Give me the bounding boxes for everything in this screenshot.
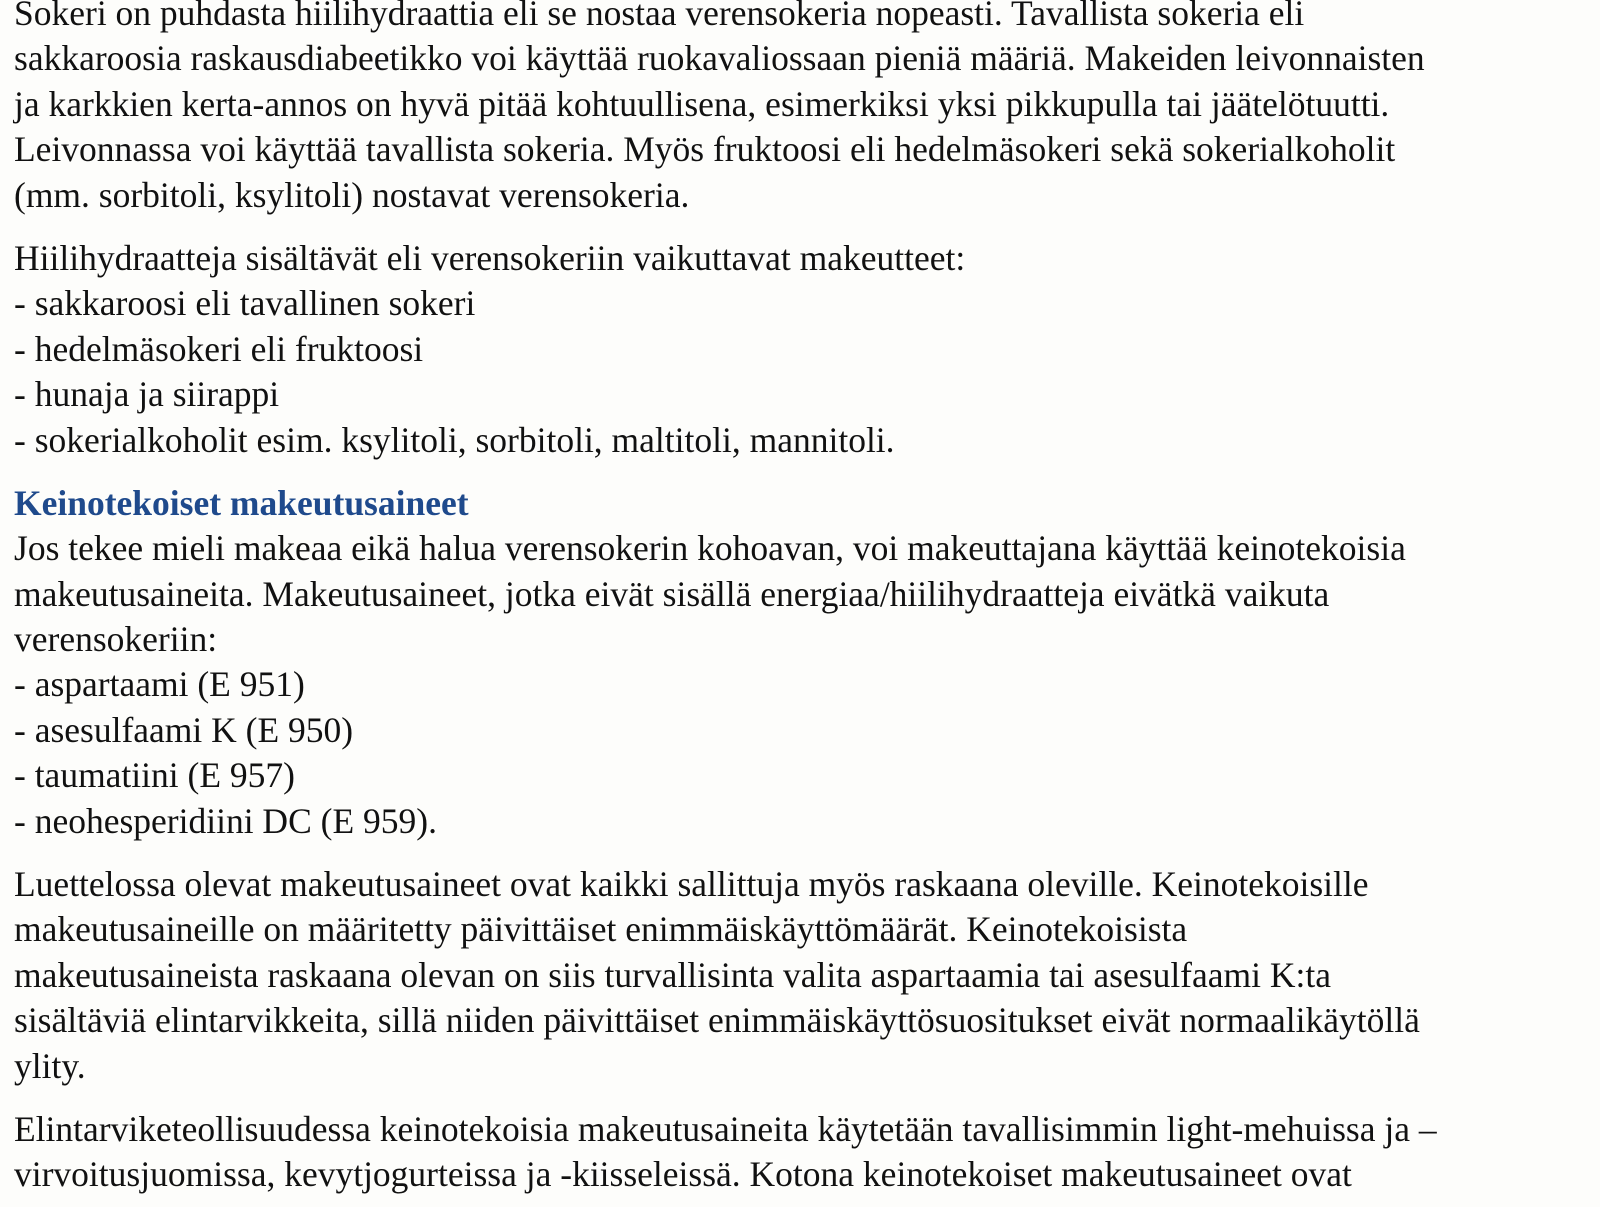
allowed-line: makeutusaineista raskaana olevan on siis turvallisinta valita aspartaamia tai asesulfaami K:ta [14,954,1331,995]
list-item: - neohesperidiini DC (E 959). [14,800,437,841]
artificial-sweeteners-section [14,481,1600,844]
list-item: - hedelmäsokeri eli fruktoosi [14,328,424,369]
allowed-line: makeutusaineille on määritetty päivittäiset enimmäiskäyttömäärät. Keinotekoisista [14,909,1188,950]
paragraph-gap [14,218,1600,236]
paragraph-gap [14,1089,1600,1107]
paragraph-gap [14,463,1600,481]
list-item: - asesulfaami K (E 950) [14,709,354,750]
industry-line: Elintarviketeollisuudessa keinotekoisia makeutusaineita käytetään tavallisimmin light-mehuissa ja – [14,1108,1437,1149]
paragraph-gap [14,844,1600,862]
intro-line: (mm. sorbitoli, ksylitoli) nostavat verensokeria. [14,174,690,215]
intro-line: Leivonnassa voi käyttää tavallista sokeria. Myös fruktoosi eli hedelmäsokeri sekä sokerialkoholit [14,129,1396,170]
carb-sweeteners-lead: Hiilihydraatteja sisältävät eli verensokeriin vaikuttavat makeutteet: [14,237,966,278]
list-item: - sokerialkoholit esim. ksylitoli, sorbitoli, maltitoli, mannitoli. [14,419,895,460]
industry-paragraph [14,1107,1600,1198]
allowed-line: sisältäviä elintarvikkeita, sillä niiden päivittäiset enimmäiskäyttösuositukset eivät normaalikäytöllä [14,1000,1420,1041]
carb-sweeteners-paragraph [14,236,1600,463]
intro-paragraph [14,0,1600,218]
list-item: - hunaja ja siirappi [14,374,280,415]
intro-line: Sokeri on puhdasta hiilihydraattia eli se nostaa verensokeria nopeasti. Tavallista sokeria eli [14,0,1305,33]
artificial-line: Jos tekee mieli makeaa eikä halua verensokerin kohoavan, voi makeuttajana käyttää keinotekoisia [14,528,1406,569]
list-item: - sakkaroosi eli tavallinen sokeri [14,283,476,324]
artificial-line: verensokeriin: [14,619,218,660]
intro-line: sakkaroosia raskausdiabeetikko voi käyttää ruokavaliossaan pieniä määriä. Makeiden leivonnaisten [14,38,1425,79]
intro-line: ja karkkien kerta-annos on hyvä pitää kohtuullisena, esimerkiksi yksi pikkupulla tai jäätelötuutti. [14,83,1390,124]
section-heading: Keinotekoiset makeutusaineet [14,482,469,523]
allowed-paragraph [14,862,1600,1089]
list-item: - taumatiini (E 957) [14,755,295,796]
list-item: - aspartaami (E 951) [14,664,305,705]
artificial-line: makeutusaineita. Makeutusaineet, jotka eivät sisällä energiaa/hiilihydraatteja eivätkä vaikuta [14,573,1330,614]
allowed-line: ylity. [14,1045,86,1086]
industry-line: virvoitusjuomissa, kevytjogurteissa ja -kiisseleissä. Kotona keinotekoiset makeutusaineet ovat [14,1154,1352,1195]
allowed-line: Luettelossa olevat makeutusaineet ovat kaikki sallittuja myös raskaana oleville. Keinotekoisille [14,864,1369,905]
document-page [14,0,1600,1198]
